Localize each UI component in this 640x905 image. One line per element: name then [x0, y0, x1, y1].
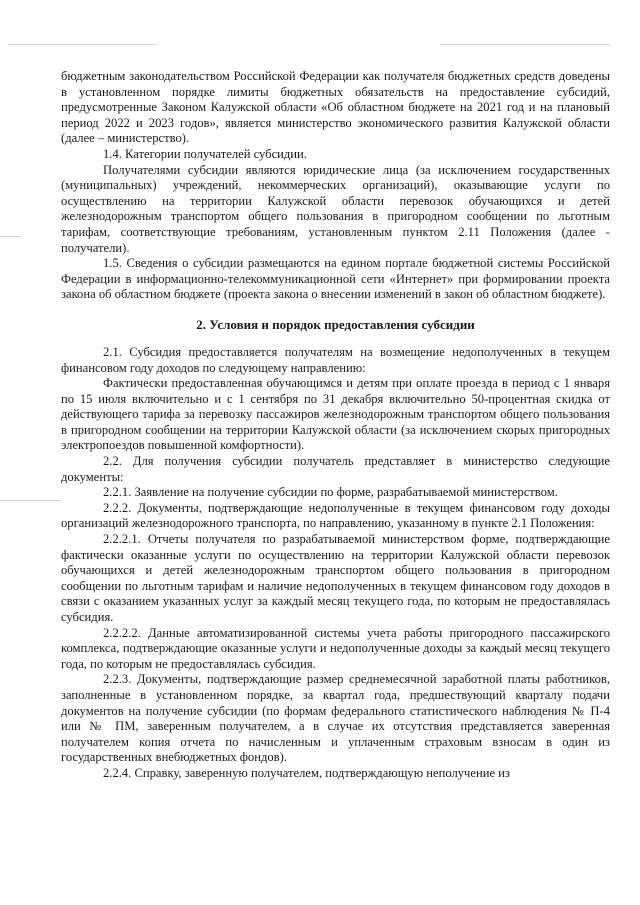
paragraph: 2.1. Субсидия предоставляется получателям на возмещение недополученных в текущем финансовом году доходов по следующему направлению:	[61, 344, 610, 375]
paragraph: 2.2.3. Документы, подтверждающие размер среднемесячной заработной платы работников, заполненные в установленном порядке, за квартал года, предшествующий кварталу подачи документов на получение субсидии (по формам федерального статистического наблюдения № П-4 или № ПМ, заверенным получателем, а в случае их отсутствия представляется заверенная получателем копия отчета по начисленным и уплаченным страховым взносам в один из государственных внебюджетных фондов).	[61, 672, 610, 765]
paragraph: 2.2. Для получения субсидии получатель представляет в министерство следующие документы:	[61, 454, 610, 484]
scan-artifact	[0, 500, 60, 501]
scan-artifact	[440, 44, 610, 45]
paragraph: бюджетным законодательством Российской Федерации как получателя бюджетных средств доведены в установленном порядке лимиты бюджетных обязательств на предоставление субсидий, предусмотренные Законом Калужской области «Об областном бюджете на 2021 год и на плановый период 2022 и 2023 годов», является министерство экономического развития Калужской области (далее – министерство).	[61, 69, 610, 146]
paragraph: 2.2.4. Справку, заверенную получателем, подтверждающую неполучение из	[103, 765, 510, 780]
scan-artifact	[0, 236, 20, 237]
paragraph: 1.4. Категории получателей субсидии.	[103, 146, 307, 161]
paragraph: Получателями субсидии являются юридические лица (за исключением государственных (муниципальных) учреждений, некоммерческих организаций), оказывающие услуги по осуществлению на территории Калужской области перевозок обучающихся и детей железнодорожным транспортом общего пользования в пригородном сообщении по льготным тарифам, соответствующие требованиям, установленным пунктом 2.11 Положения (далее - получатели).	[61, 162, 610, 255]
paragraph: 2.2.2.1. Отчеты получателя по разрабатываемой министерством форме, подтверждающие фактически оказанные услуги по осуществлению на территории Калужской области перевозок обучающихся и детей железнодорожным транспортом общего пользования в пригородном сообщении по льготным тарифам и наличие недополученных в текущем финансовом году доходов в связи с оказанием указанных услуг за каждый месяц текущего года, по которым не предоставлялась субсидия.	[61, 532, 610, 624]
paragraph: 2.2.2.2. Данные автоматизированной системы учета работы пригородного пассажирского комплекса, подтверждающие оказанные услуги и недополученные доходы за каждый месяц текущего года, по которым не предоставлялась субсидия.	[61, 625, 610, 671]
paragraph: 1.5. Сведения о субсидии размещаются на едином портале бюджетной системы Российской Федерации в информационно-телекоммуникационной сети «Интернет» при формировании проекта закона об областном бюджете (проекта закона о внесении изменений в закон об областном бюджете).	[61, 256, 610, 302]
paragraph: Фактически предоставленная обучающимся и детям при оплате проезда в период с 1 января по 15 июля включительно и с 1 сентября по 31 декабря включительно 50-процентная скидка от действующего тарифа за перевозку пассажиров железнодорожным транспортом общего пользования в пригородном сообщении на территории Калужской области (за исключением скорых пригородных электропоездов повышенной комфортности).	[61, 376, 610, 453]
scan-artifact	[8, 44, 158, 45]
document-body	[61, 69, 610, 782]
paragraph: 2.2.2. Документы, подтверждающие недополученные в текущем финансовом году доходы организаций железнодорожного транспорта, по направлению, указанному в пункте 2.1 Положения:	[61, 500, 610, 531]
section-heading: 2. Условия и порядок предоставления субсидии	[196, 316, 475, 332]
paragraph: 2.2.1. Заявление на получение субсидии по форме, разрабатываемой министерством.	[103, 485, 558, 500]
